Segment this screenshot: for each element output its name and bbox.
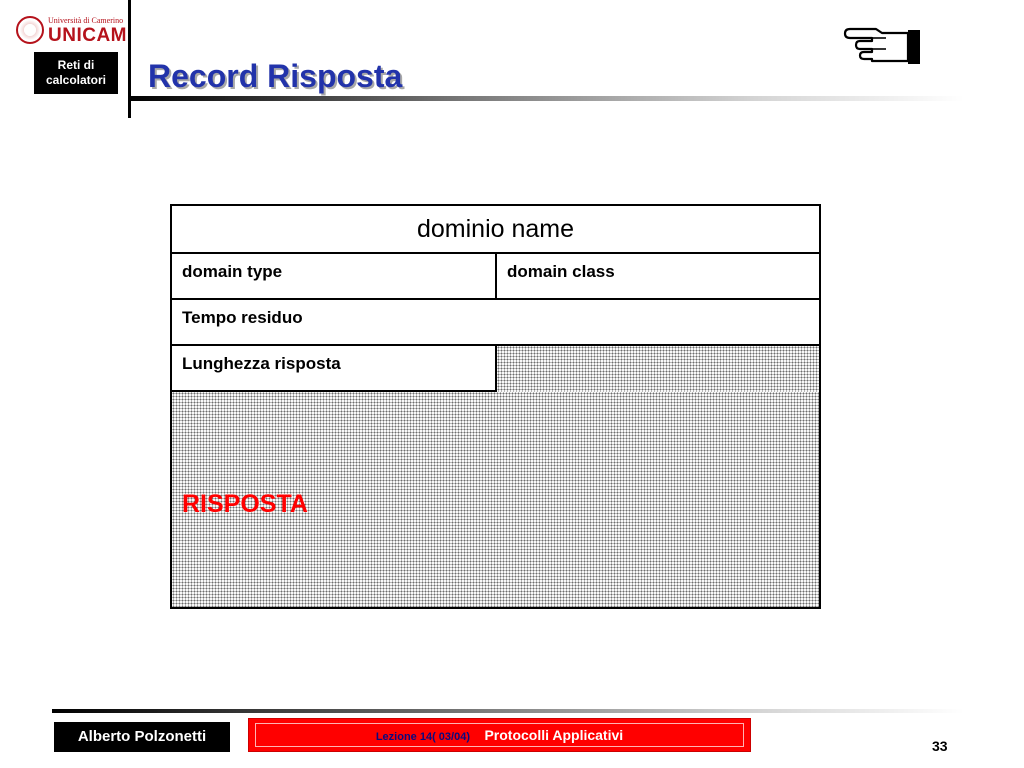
record-row-ttl <box>172 300 819 346</box>
header-horizontal-rule <box>128 96 964 101</box>
ttl-cell: Tempo residuo <box>182 308 303 327</box>
response-data-label: RISPOSTA <box>182 490 308 518</box>
author-badge: Alberto Polzonetti <box>54 722 230 752</box>
length-padding-cell <box>497 346 819 392</box>
record-row-length <box>172 346 819 392</box>
domain-class-cell: domain class <box>507 262 615 281</box>
course-badge-line1: Reti di <box>57 58 95 72</box>
slide-title: Record Risposta <box>148 58 403 94</box>
logo-name-text: UNICAM <box>48 25 127 46</box>
page-number: 33 <box>932 738 948 754</box>
university-seal-icon <box>16 16 44 44</box>
record-row-type-class <box>172 254 819 300</box>
logo-university-text: Università di Camerino <box>48 16 124 25</box>
domain-type-cell: domain type <box>172 254 497 298</box>
unicam-logo <box>16 14 127 48</box>
lesson-banner-inner <box>255 723 744 747</box>
lesson-code: Lezione 14( 03/04) <box>375 731 470 743</box>
course-badge <box>34 52 118 94</box>
course-badge-line2: calcolatori <box>45 73 107 87</box>
lesson-topic: Protocolli Applicativi <box>484 727 624 743</box>
record-row-domain-name <box>172 206 819 254</box>
lesson-banner <box>248 718 751 752</box>
response-length-cell: Lunghezza risposta <box>172 346 497 392</box>
pointing-hand-icon[interactable] <box>842 24 924 68</box>
response-data-area <box>172 392 819 607</box>
footer-rule <box>52 709 964 713</box>
domain-name-cell: dominio name <box>416 215 575 243</box>
response-record-diagram <box>170 204 821 609</box>
